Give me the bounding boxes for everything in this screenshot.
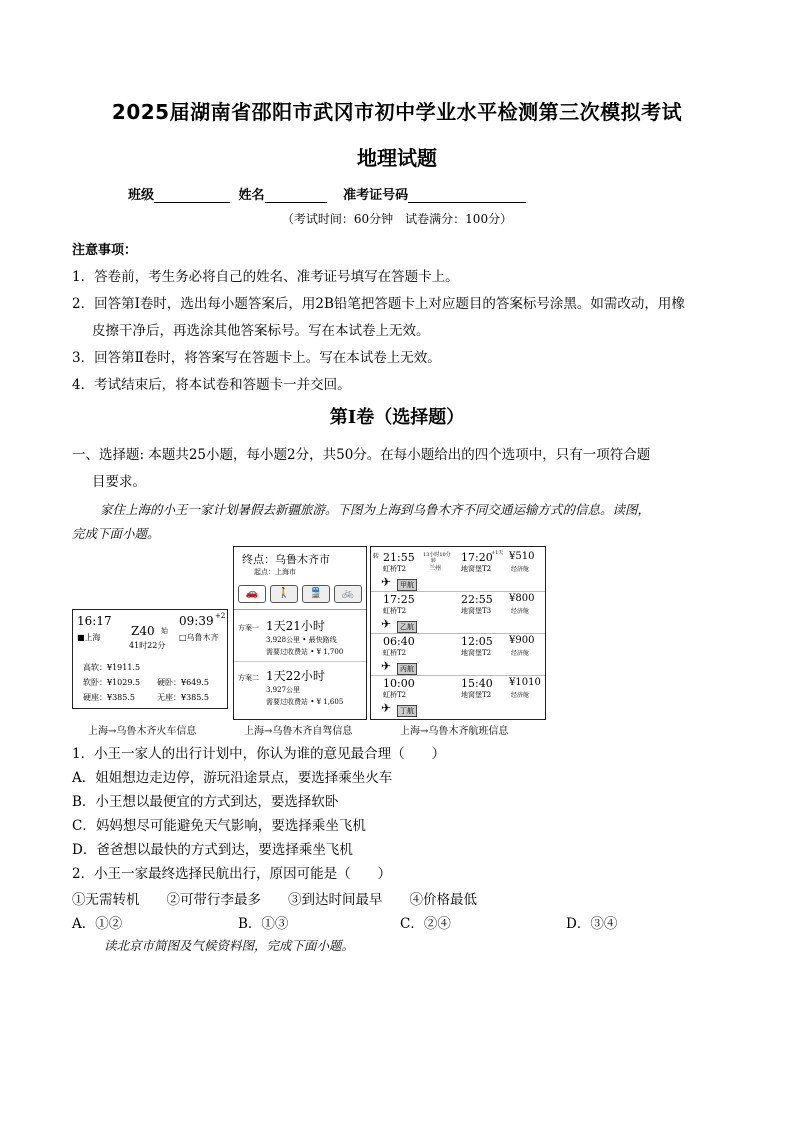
exam-subtitle: 地理试题 [357,146,437,170]
flight-arr-airport: 地窝堡T2 [461,565,492,573]
airline-tag: 丙航 [397,663,417,675]
drive-origin: 起点：上海市 [254,568,296,576]
flight-arr-time: 12:05 [461,635,493,648]
flight-transfer-duration: 13小时10分 [423,552,451,558]
q2-stem: 2．小王一家最终选择民航出行，原因可能是（ ） [72,866,392,882]
q2-items: ①无需转机 ②可带行李最多 ③到达时间最早 ④价格最低 [72,892,477,908]
section-instruction: 一、选择题: 本题共25小题，每小题2分，共50分。在每小题给出的四个选项中，只有一项符合题 [72,447,651,463]
drive-caption: 上海→乌鲁木齐自驾信息 [244,726,353,737]
airline-tag: 乙航 [397,621,417,633]
train-fare: 高软：¥1911.5 [83,663,141,672]
notice-title: 注意事项： [72,243,138,258]
plan1-time: 1天21小时 [266,619,325,633]
flight-dep-time: 17:25 [383,593,415,606]
plan2-label: 方案二 [238,674,259,682]
train-suffix: 始 [161,627,168,635]
flight-class: 经济舱 [511,608,530,615]
train-number: Z40 [131,624,155,638]
flight-dep-airport: 虹桥T2 [383,649,407,657]
flight-class: 经济舱 [511,692,530,699]
train-arrive-plus: +2 [215,612,226,620]
exam-time-info: （考试时间：60分钟 试卷满分：100分） [281,212,513,226]
divider [371,591,545,592]
drive-dest: 终点：乌鲁木齐市 [242,553,330,566]
flight-price: ¥1010 [509,677,541,688]
train-arrive-time: 09:39 [179,614,214,628]
exam-no-blank [408,190,526,203]
flight-info-box [370,546,546,720]
flight-class: 经济舱 [511,650,530,657]
plan1-fee: 需要过收费站 • ¥ 1,700 [266,648,344,656]
student-info-line [128,184,530,203]
notice-item: 4．考试结束后，将本试卷和答题卡一并交回。 [72,377,351,393]
flight-corner-label: 转 [373,553,380,560]
flight-dep-airport: 虹桥T2 [383,565,407,573]
flight-arr-time: 17:20 [461,551,493,564]
airline-tag: 丁航 [397,705,417,717]
flight-arr-plus: +1天 [491,550,504,556]
exam-title: 2025届湖南省邵阳市武冈市初中学业水平检测第三次模拟考试 [111,100,683,124]
flight-dep-time: 06:40 [383,635,415,648]
name-label: 姓名 [238,188,265,203]
plan1-distance: 3,928公里 • 最快路线 [266,636,337,644]
divider [371,633,545,634]
name-blank [265,190,327,203]
q1-option-c[interactable]: C．妈妈想尽可能避免天气影响，要选择乘坐飞机 [72,818,366,834]
train-info-box [72,609,228,709]
notice-item: 皮擦干净后，再选涂其他答案标号。写在本试卷上无效。 [92,323,430,339]
plan2-distance: 3,927公里 [266,686,301,694]
divider [234,609,366,610]
train-fare: 无座：¥385.5 [157,693,209,702]
flight-arr-time: 22:55 [461,593,493,606]
train-icon[interactable]: 🚆 [302,585,330,603]
flight-dep-airport: 虹桥T2 [383,691,407,699]
q1-option-b[interactable]: B．小王想以最便宜的方式到达，要选择软卧 [72,794,339,810]
airplane-icon: ✈ [381,701,392,715]
airplane-icon: ✈ [381,659,392,673]
bike-icon[interactable]: 🚲 [334,585,362,603]
car-icon[interactable]: 🚗 [238,585,266,603]
question-intro: 家住上海的小王一家计划暑假去新疆旅游。下图为上海到乌鲁木齐不同交通运输方式的信息。读图， [100,502,651,517]
airplane-icon: ✈ [381,617,392,631]
flight-arr-time: 15:40 [461,677,493,690]
q1-option-a[interactable]: A．姐姐想边走边停，游玩沿途景点，要选择乘坐火车 [72,770,393,786]
q2-option-a[interactable]: A．①② [72,916,123,932]
flight-price: ¥510 [509,551,535,562]
class-blank [154,190,230,203]
notice-item: 3．回答第Ⅱ卷时，将答案写在答题卡上。写在本试卷上无效。 [72,350,441,366]
section-title: 第Ⅰ卷（选择题） [329,407,465,428]
train-fare: 软卧：¥1029.5 [83,678,141,687]
flight-arr-airport: 地窝堡T3 [461,607,492,615]
train-duration: 41时22分 [129,641,166,650]
flight-transfer-label: 转 [431,558,437,564]
train-from: ■上海 [77,633,101,642]
plan1-label: 方案一 [238,624,259,632]
notice-item: 2．回答第Ⅰ卷时，选出每小题答案后，用2B铅笔把答题卡上对应题目的答案标号涂黑。如需改动，用橡 [72,296,685,312]
train-to: □乌鲁木齐 [179,633,219,642]
walk-icon[interactable]: 🚶 [270,585,298,603]
plan2-time: 1天22小时 [266,669,325,683]
train-fare: 硬座：¥385.5 [83,693,135,702]
flight-price: ¥900 [509,635,535,646]
flight-transfer-city: 兰州 [429,565,442,572]
q2-option-d[interactable]: D．③④ [566,916,618,932]
q1-option-d[interactable]: D．爸爸想以最快的方式到达，要选择乘坐飞机 [72,842,353,858]
train-depart-time: 16:17 [77,614,112,628]
flight-dep-time: 21:55 [383,551,415,564]
train-fare: 硬卧：¥649.5 [157,678,209,687]
q2-option-c[interactable]: C．②④ [400,916,451,932]
divider [371,675,545,676]
plan2-fee: 需要过收费站 • ¥ 1,605 [266,698,344,706]
notice-item: 1．答卷前，考生务必将自己的姓名、准考证号填写在答题卡上。 [72,269,459,285]
airplane-icon: ✈ [381,575,392,589]
flight-dep-time: 10:00 [383,677,415,690]
q2-option-b[interactable]: B．①③ [238,916,289,932]
flight-arr-airport: 地窝堡T2 [461,691,492,699]
flight-class: 经济舱 [511,566,530,573]
question-intro: 完成下面小题。 [72,526,160,541]
q1-stem: 1．小王一家人的出行计划中，你认为谁的意见最合理（ ） [72,746,446,762]
airline-tag: 甲航 [397,579,417,591]
train-caption: 上海→乌鲁木齐火车信息 [88,726,197,737]
class-label: 班级 [128,188,155,203]
flight-price: ¥800 [509,593,535,604]
flight-dep-airport: 虹桥T2 [383,607,407,615]
flight-caption: 上海→乌鲁木齐航班信息 [400,726,509,737]
drive-info-box [233,546,367,720]
section-instruction: 目要求。 [92,474,146,490]
divider [234,661,366,662]
flight-arr-airport: 地窝堡T2 [461,649,492,657]
exam-no-label: 准考证号码 [343,188,409,203]
question-intro-2: 读北京市简图及气候资料图，完成下面小题。 [104,938,355,953]
